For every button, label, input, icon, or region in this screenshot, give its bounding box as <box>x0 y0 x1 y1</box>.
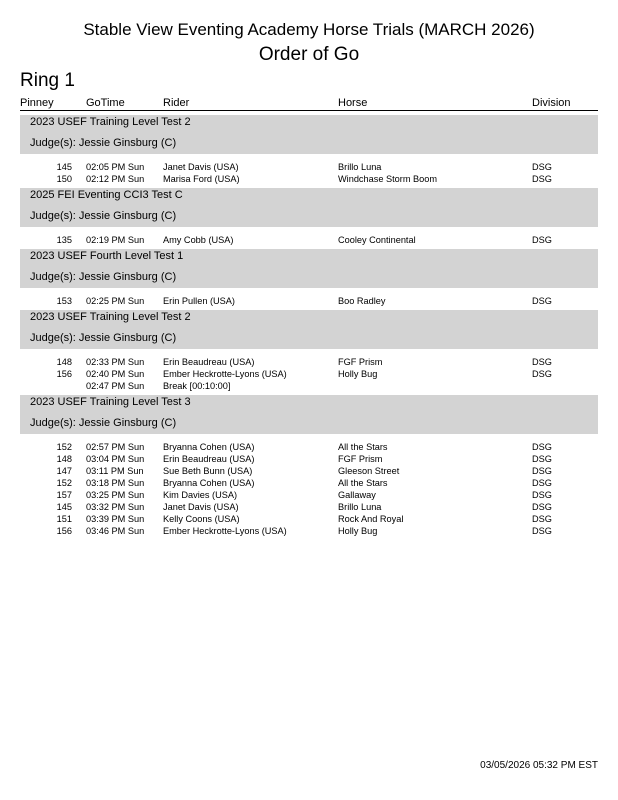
event-title: Stable View Eventing Academy Horse Trials (MARCH 2026) <box>83 20 535 39</box>
judge-line <box>20 327 598 349</box>
pinney-cell: 145 <box>56 502 72 512</box>
test-title: 2025 FEI Eventing CCI3 Test C <box>20 188 598 205</box>
table-row <box>20 525 598 537</box>
judge-label: Judge(s): <box>30 137 76 149</box>
col-header-horse: Horse <box>338 97 368 109</box>
horse-cell: FGF Prism <box>338 454 383 464</box>
table-row <box>20 161 598 173</box>
test-title: 2023 USEF Fourth Level Test 1 <box>20 249 598 266</box>
judge-name: Jessie Ginsburg (C) <box>78 417 177 429</box>
gotime-cell: 03:25 PM Sun <box>86 490 145 500</box>
judge-name: Jessie Ginsburg (C) <box>78 210 177 222</box>
table-row <box>20 234 598 246</box>
pinney-cell: 135 <box>56 235 72 245</box>
horse-cell: Rock And Royal <box>338 514 404 524</box>
division-cell: DSG <box>532 466 552 476</box>
order-of-go-list <box>20 115 598 540</box>
test-title: 2023 USEF Training Level Test 2 <box>20 115 598 132</box>
gotime-cell: 03:46 PM Sun <box>86 526 145 536</box>
rider-cell: Amy Cobb (USA) <box>163 235 234 245</box>
judge-line <box>20 132 598 154</box>
division-cell: DSG <box>532 514 552 524</box>
rider-cell: Janet Davis (USA) <box>163 162 239 172</box>
gotime-cell: 02:25 PM Sun <box>86 296 145 306</box>
test-section <box>20 310 598 395</box>
pinney-cell: 152 <box>56 442 72 452</box>
ring-heading: Ring 1 <box>20 70 75 91</box>
horse-cell: Holly Bug <box>338 369 378 379</box>
gotime-cell: 03:18 PM Sun <box>86 478 145 488</box>
division-cell: DSG <box>532 369 552 379</box>
pinney-cell: 153 <box>56 296 72 306</box>
judge-name: Jessie Ginsburg (C) <box>78 332 177 344</box>
section-gap <box>20 349 598 356</box>
rider-cell: Erin Pullen (USA) <box>163 296 235 306</box>
horse-cell: Gallaway <box>338 490 376 500</box>
pinney-cell: 151 <box>56 514 72 524</box>
division-cell: DSG <box>532 174 552 184</box>
table-row <box>20 356 598 368</box>
judge-label: Judge(s): <box>30 210 76 222</box>
test-section <box>20 115 598 188</box>
judge-label: Judge(s): <box>30 332 76 344</box>
horse-cell: Holly Bug <box>338 526 378 536</box>
pinney-cell: 157 <box>56 490 72 500</box>
table-row <box>20 501 598 513</box>
pinney-cell: 152 <box>56 478 72 488</box>
pinney-cell: 147 <box>56 466 72 476</box>
page-title: Order of Go <box>258 44 360 65</box>
section-gap <box>20 154 598 161</box>
table-row <box>20 173 598 185</box>
rider-cell: Ember Heckrotte-Lyons (USA) <box>163 369 287 379</box>
rider-cell: Janet Davis (USA) <box>163 502 239 512</box>
table-row <box>20 465 598 477</box>
division-cell: DSG <box>532 526 552 536</box>
judge-name: Jessie Ginsburg (C) <box>78 137 177 149</box>
division-cell: DSG <box>532 235 552 245</box>
rider-cell: Marisa Ford (USA) <box>163 174 240 184</box>
table-row <box>20 368 598 380</box>
horse-cell: FGF Prism <box>338 357 383 367</box>
judge-line <box>20 205 598 227</box>
division-cell: DSG <box>532 478 552 488</box>
table-row <box>20 441 598 453</box>
table-row <box>20 380 598 392</box>
division-cell: DSG <box>532 442 552 452</box>
col-header-gotime: GoTime <box>86 97 125 109</box>
pinney-cell: 148 <box>56 357 72 367</box>
division-cell: DSG <box>532 357 552 367</box>
test-section <box>20 188 598 249</box>
pinney-cell: 148 <box>56 454 72 464</box>
rider-cell: Break [00:10:00] <box>163 381 231 391</box>
pinney-cell: 156 <box>56 369 72 379</box>
division-cell: DSG <box>532 296 552 306</box>
rider-cell: Bryanna Cohen (USA) <box>163 478 255 488</box>
rider-cell: Erin Beaudreau (USA) <box>163 454 255 464</box>
test-title: 2023 USEF Training Level Test 2 <box>20 310 598 327</box>
gotime-cell: 03:39 PM Sun <box>86 514 145 524</box>
horse-cell: Windchase Storm Boom <box>338 174 438 184</box>
horse-cell: All the Stars <box>338 478 388 488</box>
test-section <box>20 249 598 310</box>
pinney-cell: 145 <box>56 162 72 172</box>
horse-cell: Brillo Luna <box>338 162 382 172</box>
division-cell: DSG <box>532 162 552 172</box>
division-cell: DSG <box>532 490 552 500</box>
col-header-division: Division <box>532 97 571 109</box>
horse-cell: Brillo Luna <box>338 502 382 512</box>
table-row <box>20 477 598 489</box>
rider-cell: Erin Beaudreau (USA) <box>163 357 255 367</box>
gotime-cell: 02:57 PM Sun <box>86 442 145 452</box>
judge-line <box>20 412 598 434</box>
test-title: 2023 USEF Training Level Test 3 <box>20 395 598 412</box>
gotime-cell: 02:05 PM Sun <box>86 162 145 172</box>
col-header-pinney: Pinney <box>20 97 54 109</box>
horse-cell: Gleeson Street <box>338 466 400 476</box>
table-row <box>20 295 598 307</box>
judge-label: Judge(s): <box>30 271 76 283</box>
gotime-cell: 03:04 PM Sun <box>86 454 145 464</box>
gotime-cell: 03:11 PM Sun <box>86 466 144 476</box>
section-gap <box>20 434 598 441</box>
header-rule <box>20 110 598 111</box>
horse-cell: Boo Radley <box>338 296 386 306</box>
gotime-cell: 02:40 PM Sun <box>86 369 145 379</box>
gotime-cell: 02:19 PM Sun <box>86 235 145 245</box>
printed-timestamp: 03/05/2026 05:32 PM EST <box>480 760 598 771</box>
horse-cell: Cooley Continental <box>338 235 416 245</box>
table-row <box>20 453 598 465</box>
test-section <box>20 395 598 540</box>
section-gap <box>20 227 598 234</box>
gotime-cell: 02:47 PM Sun <box>86 381 145 391</box>
rider-cell: Kelly Coons (USA) <box>163 514 240 524</box>
section-end <box>20 537 598 540</box>
rider-cell: Bryanna Cohen (USA) <box>163 442 255 452</box>
horse-cell: All the Stars <box>338 442 388 452</box>
judge-name: Jessie Ginsburg (C) <box>78 271 177 283</box>
rider-cell: Kim Davies (USA) <box>163 490 238 500</box>
rider-cell: Sue Beth Bunn (USA) <box>163 466 253 476</box>
table-row <box>20 513 598 525</box>
division-cell: DSG <box>532 502 552 512</box>
rider-cell: Ember Heckrotte-Lyons (USA) <box>163 526 287 536</box>
pinney-cell: 150 <box>56 174 72 184</box>
judge-line <box>20 266 598 288</box>
gotime-cell: 02:12 PM Sun <box>86 174 145 184</box>
gotime-cell: 03:32 PM Sun <box>86 502 145 512</box>
judge-label: Judge(s): <box>30 417 76 429</box>
table-row <box>20 489 598 501</box>
section-gap <box>20 288 598 295</box>
pinney-cell: 156 <box>56 526 72 536</box>
gotime-cell: 02:33 PM Sun <box>86 357 145 367</box>
division-cell: DSG <box>532 454 552 464</box>
col-header-rider: Rider <box>163 97 190 109</box>
